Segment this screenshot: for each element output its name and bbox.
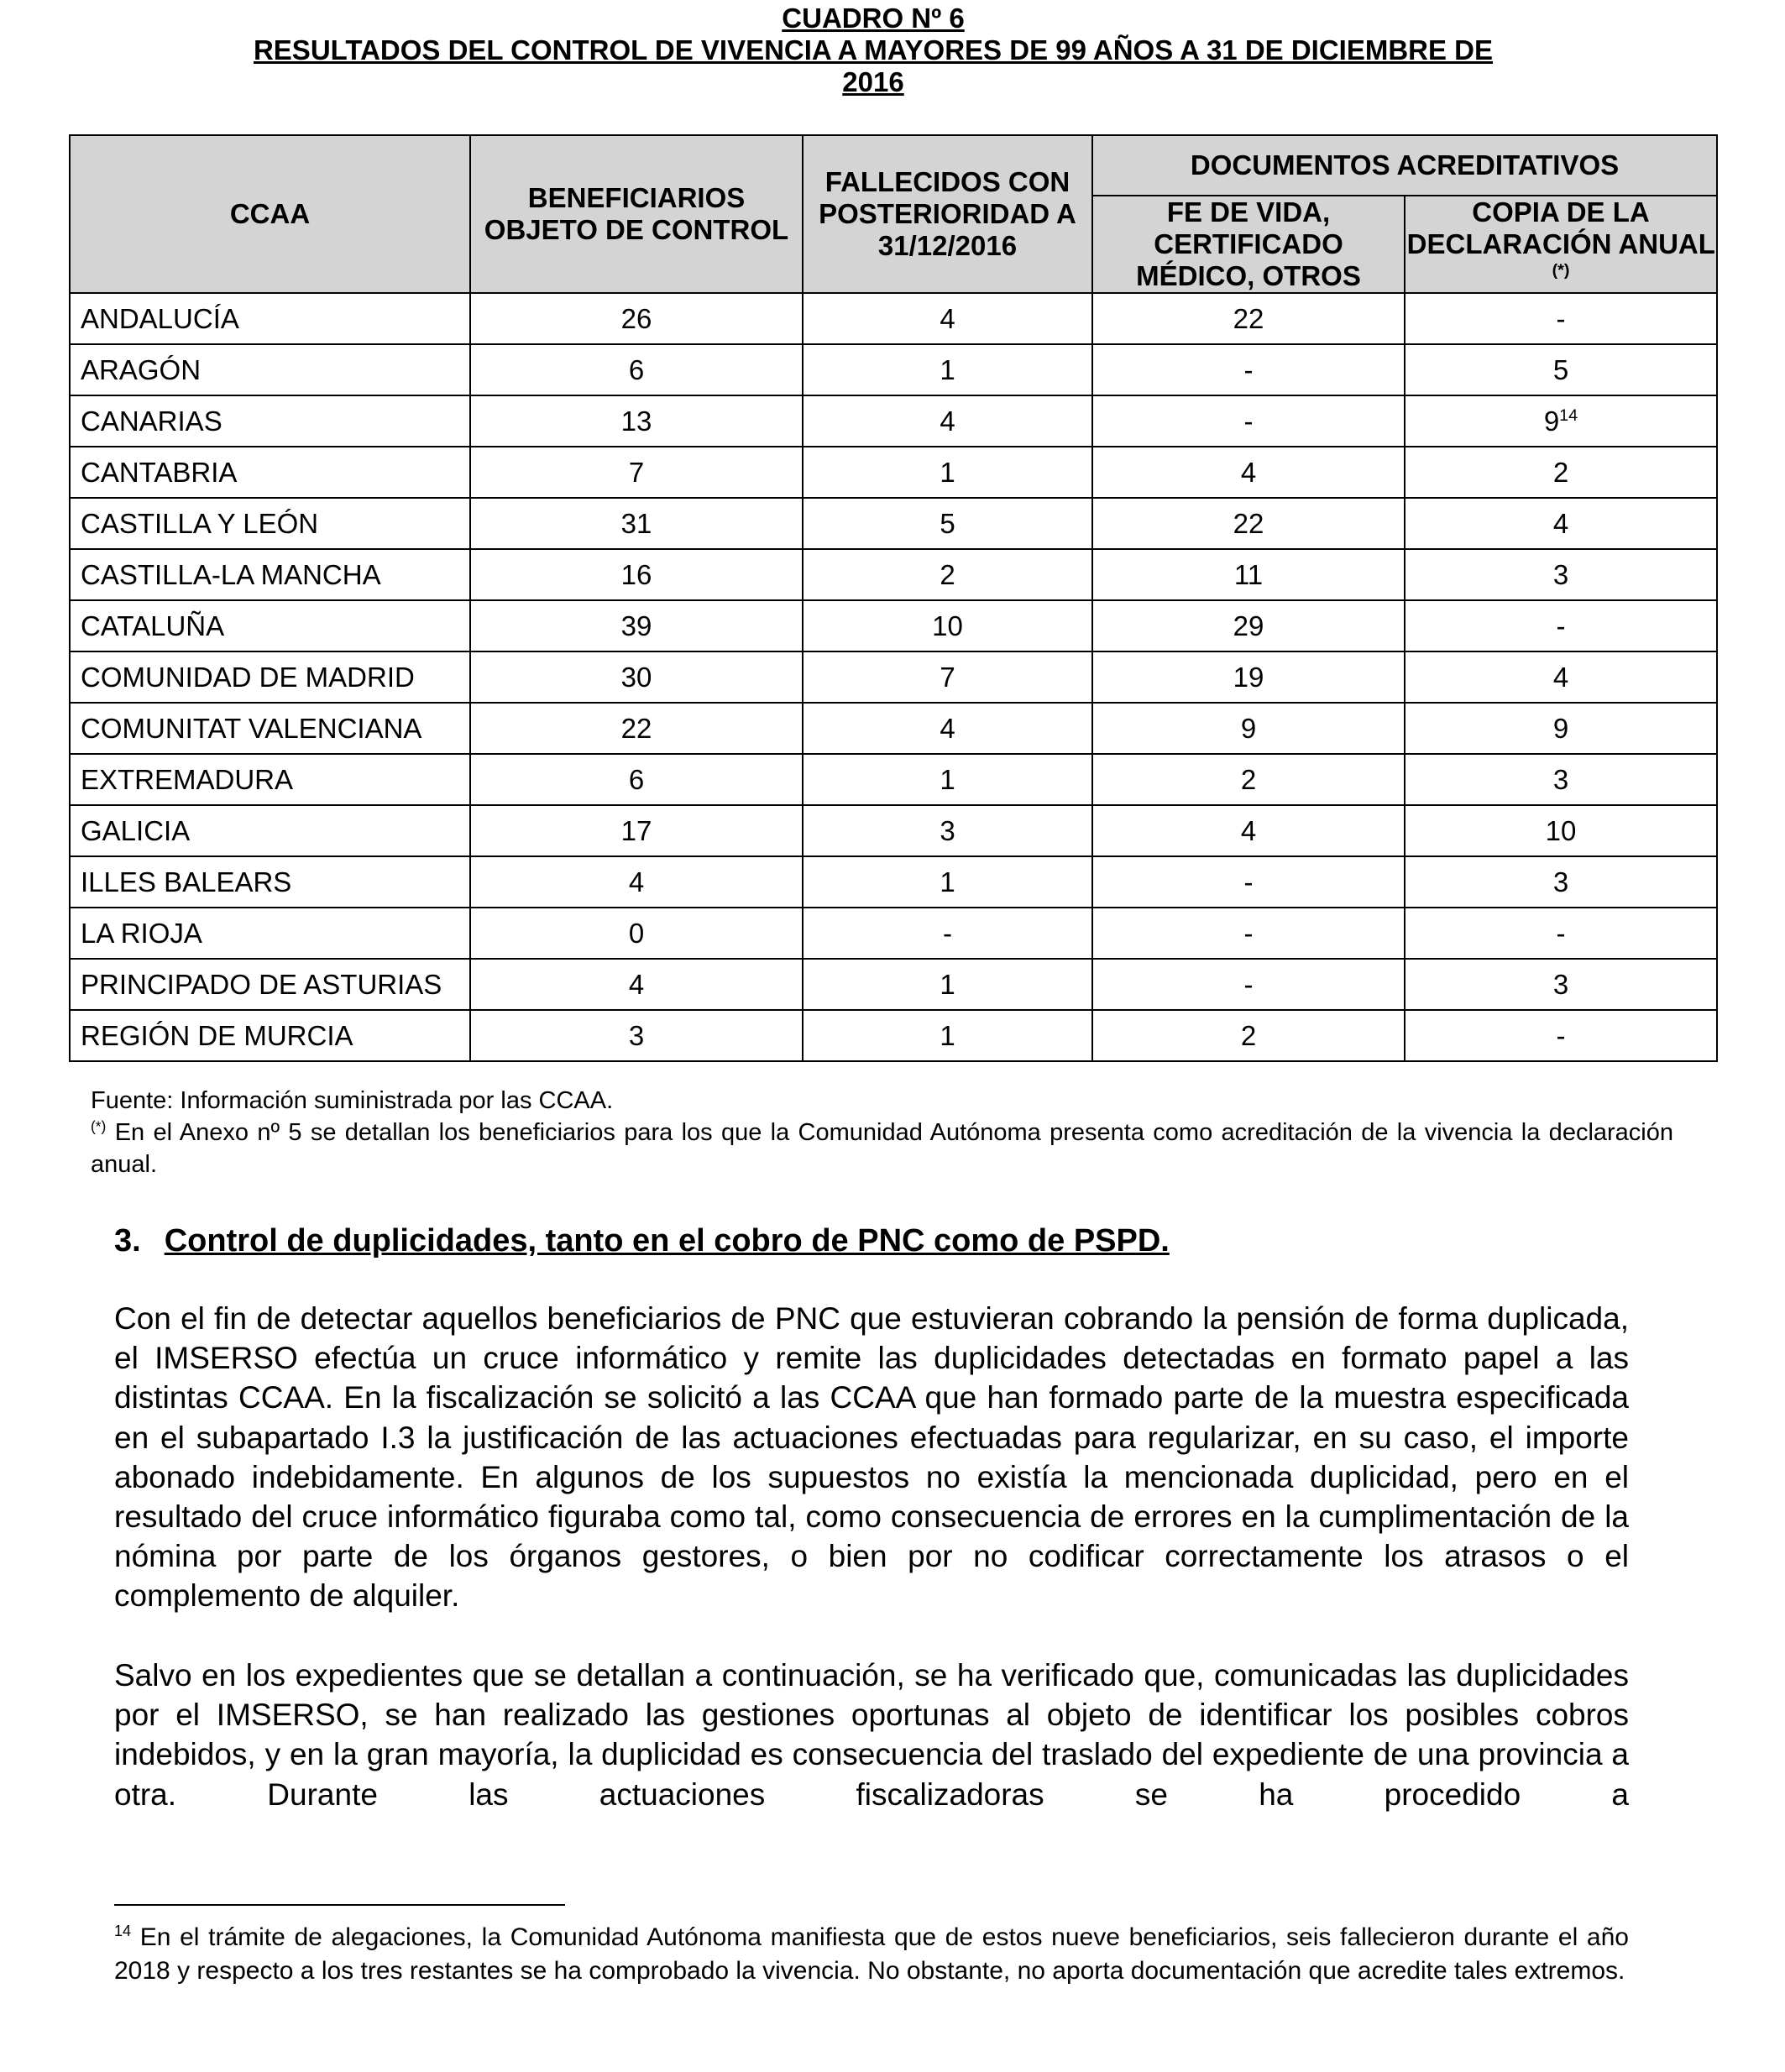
- cell-fe-de-vida-value: -: [1243, 353, 1254, 385]
- cell-fe-de-vida-value: 19: [1233, 661, 1264, 693]
- cell-fe-de-vida: [1092, 549, 1405, 600]
- cell-copia-declaracion-value: 2: [1552, 456, 1569, 488]
- cell-ccaa-value: LA RIOJA: [81, 917, 202, 949]
- cell-beneficiarios: [470, 344, 803, 395]
- cell-ccaa: [70, 856, 470, 908]
- header-beneficiarios: BENEFICIARIOS OBJETO DE CONTROL: [470, 135, 803, 293]
- cell-ccaa: [70, 651, 470, 703]
- cell-copia-declaracion-value: -: [1556, 1019, 1566, 1051]
- cell-ccaa: [70, 805, 470, 856]
- cell-beneficiarios: [470, 447, 803, 498]
- section-heading: [114, 1222, 1170, 1260]
- cell-fallecidos: [803, 754, 1092, 805]
- cell-fallecidos: [803, 447, 1092, 498]
- table-row: [70, 1010, 1717, 1061]
- cell-copia-declaracion: [1405, 908, 1717, 959]
- cell-fe-de-vida-value: 4: [1240, 814, 1257, 846]
- footnote-divider: [114, 1904, 565, 1906]
- cell-fallecidos: [803, 1010, 1092, 1061]
- cell-beneficiarios-value: 7: [628, 456, 645, 488]
- cell-fallecidos: [803, 600, 1092, 651]
- table-row: [70, 703, 1717, 754]
- cell-fe-de-vida: [1092, 959, 1405, 1010]
- cell-copia-declaracion: [1405, 959, 1717, 1010]
- cell-copia-declaracion-value: 10: [1545, 814, 1577, 846]
- cell-copia-declaracion-value: 9: [1552, 712, 1569, 744]
- cell-fallecidos: [803, 344, 1092, 395]
- asterisk-note-mark: (*): [91, 1117, 107, 1135]
- vivencia-table: [69, 134, 1718, 1062]
- cell-beneficiarios-value: 17: [620, 814, 652, 846]
- asterisk-note: [91, 1117, 1673, 1180]
- cell-copia-declaracion: [1405, 703, 1717, 754]
- cell-ccaa-value: PRINCIPADO DE ASTURIAS: [81, 968, 442, 1000]
- cell-copia-declaracion-value: 9: [1543, 405, 1560, 437]
- cell-fe-de-vida: [1092, 600, 1405, 651]
- cuadro-label: CUADRO Nº 6: [782, 3, 965, 34]
- cell-copia-declaracion-value: -: [1556, 917, 1566, 949]
- cell-fallecidos: [803, 498, 1092, 549]
- cell-fallecidos: [803, 959, 1092, 1010]
- cell-beneficiarios-value: 13: [620, 405, 652, 437]
- cell-beneficiarios-value: 6: [628, 353, 645, 385]
- cell-beneficiarios: [470, 651, 803, 703]
- cell-beneficiarios-value: 4: [628, 968, 645, 1000]
- table-row: [70, 908, 1717, 959]
- cell-beneficiarios-value: 6: [628, 763, 645, 795]
- cell-fe-de-vida: [1092, 447, 1405, 498]
- cell-beneficiarios: [470, 395, 803, 447]
- cell-ccaa-value: COMUNIDAD DE MADRID: [81, 661, 415, 693]
- cell-fe-de-vida: [1092, 293, 1405, 344]
- cell-beneficiarios-value: 30: [620, 661, 652, 693]
- cell-fallecidos: [803, 651, 1092, 703]
- cell-fe-de-vida-value: -: [1243, 968, 1254, 1000]
- cell-copia-declaracion-value: 3: [1552, 558, 1569, 590]
- cell-fe-de-vida-value: -: [1243, 917, 1254, 949]
- table-title-line1: RESULTADOS DEL CONTROL DE VIVENCIA A MAYORES DE 99 AÑOS A 31 DE DICIEMBRE DE: [253, 34, 1494, 65]
- cell-ccaa: [70, 1010, 470, 1061]
- cell-fallecidos-value: 3: [940, 814, 955, 846]
- cell-copia-declaracion-value: 4: [1552, 661, 1569, 693]
- cell-fallecidos-value: 1: [940, 1019, 955, 1051]
- footnote-number: 14: [114, 1923, 132, 1939]
- header-fe-de-vida: FE DE VIDA, CERTIFICADO MÉDICO, OTROS: [1092, 196, 1405, 293]
- cell-copia-declaracion: [1405, 344, 1717, 395]
- table-row: [70, 447, 1717, 498]
- cell-copia-declaracion: [1405, 651, 1717, 703]
- footnote-text: En el trámite de alegaciones, la Comunidad Autónoma manifiesta que de estos nueve beneficiarios, seis fallecieron durante el año 2018 y respecto a los tres restantes se ha comprobado la vivencia. No obstante, no aporta documentación que acredite tales extremos.: [114, 1923, 1629, 1985]
- table-row: [70, 344, 1717, 395]
- cell-ccaa: [70, 959, 470, 1010]
- cell-copia-declaracion-value: -: [1556, 610, 1566, 641]
- cell-fallecidos: [803, 908, 1092, 959]
- cell-fallecidos-value: 4: [940, 405, 955, 437]
- header-copia-text: COPIA DE LA DECLARACIÓN ANUAL: [1406, 196, 1715, 259]
- cell-beneficiarios: [470, 600, 803, 651]
- cell-beneficiarios-value: 39: [620, 610, 652, 641]
- cell-fe-de-vida-value: -: [1243, 866, 1254, 897]
- cell-fe-de-vida-value: 11: [1233, 558, 1264, 590]
- cell-fe-de-vida-value: 29: [1233, 610, 1264, 641]
- table-row: [70, 600, 1717, 651]
- cell-fallecidos-value: 7: [940, 661, 955, 693]
- table-row: [70, 293, 1717, 344]
- cell-fe-de-vida: [1092, 498, 1405, 549]
- cell-copia-declaracion: [1405, 805, 1717, 856]
- cell-fallecidos-value: 5: [940, 507, 955, 539]
- cell-copia-declaracion-value: -: [1556, 302, 1566, 334]
- cell-fe-de-vida-value: 2: [1240, 1019, 1257, 1051]
- cell-fallecidos-value: -: [943, 917, 952, 949]
- cell-fe-de-vida: [1092, 856, 1405, 908]
- cell-copia-declaracion: [1405, 549, 1717, 600]
- header-ccaa: CCAA: [70, 135, 470, 293]
- cell-copia-declaracion: [1405, 1010, 1717, 1061]
- table-row: [70, 754, 1717, 805]
- asterisk-note-text: En el Anexo nº 5 se detallan los beneficiarios para los que la Comunidad Autónoma presenta como acreditación de la vivencia la declaración anual.: [91, 1119, 1673, 1178]
- table-row: [70, 959, 1717, 1010]
- cell-ccaa-value: CATALUÑA: [81, 610, 225, 641]
- header-fallecidos: FALLECIDOS CON POSTERIORIDAD A 31/12/2016: [803, 135, 1092, 293]
- paragraph-1: Con el fin de detectar aquellos beneficiarios de PNC que estuvieran cobrando la pensión de forma duplicada, el IMSERSO efectúa un cruce informático y remite las duplicidades detectadas en formato papel a las distintas CCAA. En la fiscalización se solicitó a las CCAA que han formado parte de la muestra especificada en el subapartado I.3 la justificación de las actuaciones efectuadas para regularizar, en su caso, el importe abonado indebidamente. En algunos de los supuestos no existía la mencionada duplicidad, pero en el resultado del cruce informático figuraba como tal, como consecuencia de errores en la cumplimentación de la nómina por parte de los órganos gestores, o bien por no codificar correctamente los atrasos o el complemento de alquiler.: [114, 1301, 1629, 1614]
- cell-fe-de-vida-value: 22: [1233, 507, 1264, 539]
- cell-ccaa-value: CASTILLA Y LEÓN: [81, 507, 319, 539]
- cell-ccaa-value: ILLES BALEARS: [81, 866, 292, 897]
- cell-copia-declaracion-value: 3: [1552, 763, 1569, 795]
- cell-fallecidos-value: 1: [940, 866, 955, 897]
- cell-copia-declaracion: [1405, 447, 1717, 498]
- cell-copia-declaracion: [1405, 293, 1717, 344]
- cell-fallecidos-value: 2: [940, 558, 955, 590]
- cell-fallecidos: [803, 703, 1092, 754]
- cell-ccaa-value: CANARIAS: [81, 405, 222, 437]
- cell-fallecidos: [803, 856, 1092, 908]
- cell-fallecidos-value: 1: [940, 353, 955, 385]
- cell-copia-declaracion-value: 4: [1552, 507, 1569, 539]
- table-row: [70, 395, 1717, 447]
- cell-ccaa: [70, 447, 470, 498]
- cell-fallecidos-value: 10: [932, 610, 963, 641]
- cell-beneficiarios-value: 31: [620, 507, 652, 539]
- cell-ccaa: [70, 344, 470, 395]
- cell-fe-de-vida: [1092, 651, 1405, 703]
- cell-beneficiarios: [470, 549, 803, 600]
- cell-ccaa-value: CANTABRIA: [81, 456, 238, 488]
- table-body: [70, 293, 1717, 1061]
- cell-ccaa-value: REGIÓN DE MURCIA: [81, 1019, 353, 1051]
- cell-ccaa: [70, 498, 470, 549]
- cell-copia-declaracion-value: 5: [1552, 353, 1569, 385]
- cell-beneficiarios: [470, 498, 803, 549]
- cell-ccaa: [70, 754, 470, 805]
- cell-fe-de-vida-value: 2: [1240, 763, 1257, 795]
- section-title: Control de duplicidades, tanto en el cobro de PNC como de PSPD.: [164, 1223, 1170, 1258]
- cell-beneficiarios: [470, 754, 803, 805]
- table-title-line2: 2016: [842, 66, 904, 97]
- header-copia-declaracion: [1405, 196, 1717, 293]
- footnote: [114, 1921, 1629, 1988]
- cell-fallecidos: [803, 293, 1092, 344]
- cell-ccaa-value: GALICIA: [81, 814, 191, 846]
- header-copia-mark: (*): [1552, 261, 1570, 280]
- cell-beneficiarios: [470, 908, 803, 959]
- cell-fe-de-vida-value: -: [1243, 405, 1254, 437]
- cell-beneficiarios-value: 26: [620, 302, 652, 334]
- cell-beneficiarios-value: 22: [620, 712, 652, 744]
- footnote-reference: 14: [1559, 406, 1578, 425]
- source-note: Fuente: Información suministrada por las CCAA.: [91, 1087, 614, 1114]
- cell-copia-declaracion: [1405, 754, 1717, 805]
- cell-beneficiarios: [470, 856, 803, 908]
- cell-fallecidos-value: 1: [940, 763, 955, 795]
- table-row: [70, 805, 1717, 856]
- cell-beneficiarios: [470, 1010, 803, 1061]
- cell-fe-de-vida: [1092, 908, 1405, 959]
- cell-ccaa: [70, 395, 470, 447]
- cell-beneficiarios: [470, 293, 803, 344]
- cell-ccaa-value: ARAGÓN: [81, 353, 202, 385]
- table-row: [70, 549, 1717, 600]
- cell-fe-de-vida: [1092, 805, 1405, 856]
- header-documentos: DOCUMENTOS ACREDITATIVOS: [1092, 135, 1717, 196]
- cell-copia-declaracion: [1405, 856, 1717, 908]
- cell-ccaa: [70, 908, 470, 959]
- cell-fe-de-vida: [1092, 1010, 1405, 1061]
- section-number: 3.: [114, 1223, 141, 1258]
- cell-copia-declaracion: [1405, 600, 1717, 651]
- cell-beneficiarios-value: 4: [628, 866, 645, 897]
- cell-ccaa-value: ANDALUCÍA: [81, 302, 239, 334]
- cell-fe-de-vida-value: 22: [1233, 302, 1264, 334]
- cell-fallecidos-value: 1: [940, 968, 955, 1000]
- cell-copia-declaracion: [1405, 395, 1717, 447]
- cell-fe-de-vida: [1092, 703, 1405, 754]
- table-row: [70, 856, 1717, 908]
- cell-fallecidos-value: 4: [940, 712, 955, 744]
- cell-beneficiarios: [470, 959, 803, 1010]
- cell-fe-de-vida: [1092, 344, 1405, 395]
- cell-fe-de-vida: [1092, 754, 1405, 805]
- cell-beneficiarios-value: 16: [620, 558, 652, 590]
- cell-beneficiarios-value: 0: [628, 917, 645, 949]
- paragraph-2: Salvo en los expedientes que se detallan a continuación, se ha verificado que, comunicadas las duplicidades por el IMSERSO, se han realizado las gestiones oportunas al objeto de identificar los posibles cobros indebidos, y en la gran mayoría, la duplicidad es consecuencia del traslado del expediente de una provincia a otra. Durante las actuaciones fiscalizadoras se ha procedido a: [114, 1658, 1629, 1812]
- cell-ccaa: [70, 549, 470, 600]
- cell-copia-declaracion-value: 3: [1552, 866, 1569, 897]
- cell-fallecidos: [803, 395, 1092, 447]
- cell-fe-de-vida-value: 4: [1240, 456, 1257, 488]
- cell-copia-declaracion-value: 3: [1552, 968, 1569, 1000]
- cell-ccaa: [70, 293, 470, 344]
- cell-copia-declaracion: [1405, 498, 1717, 549]
- cell-ccaa: [70, 600, 470, 651]
- cell-beneficiarios: [470, 703, 803, 754]
- cell-fallecidos-value: 4: [940, 302, 955, 334]
- cell-fallecidos-value: 1: [940, 456, 955, 488]
- cell-fallecidos: [803, 549, 1092, 600]
- cell-beneficiarios: [470, 805, 803, 856]
- cell-beneficiarios-value: 3: [628, 1019, 645, 1051]
- cell-fallecidos: [803, 805, 1092, 856]
- cell-fe-de-vida-value: 9: [1240, 712, 1257, 744]
- cell-ccaa-value: EXTREMADURA: [81, 763, 294, 795]
- cell-ccaa: [70, 703, 470, 754]
- cell-ccaa-value: COMUNITAT VALENCIANA: [81, 712, 422, 744]
- cell-fe-de-vida: [1092, 395, 1405, 447]
- table-row: [70, 651, 1717, 703]
- cell-ccaa-value: CASTILLA-LA MANCHA: [81, 558, 381, 590]
- table-row: [70, 498, 1717, 549]
